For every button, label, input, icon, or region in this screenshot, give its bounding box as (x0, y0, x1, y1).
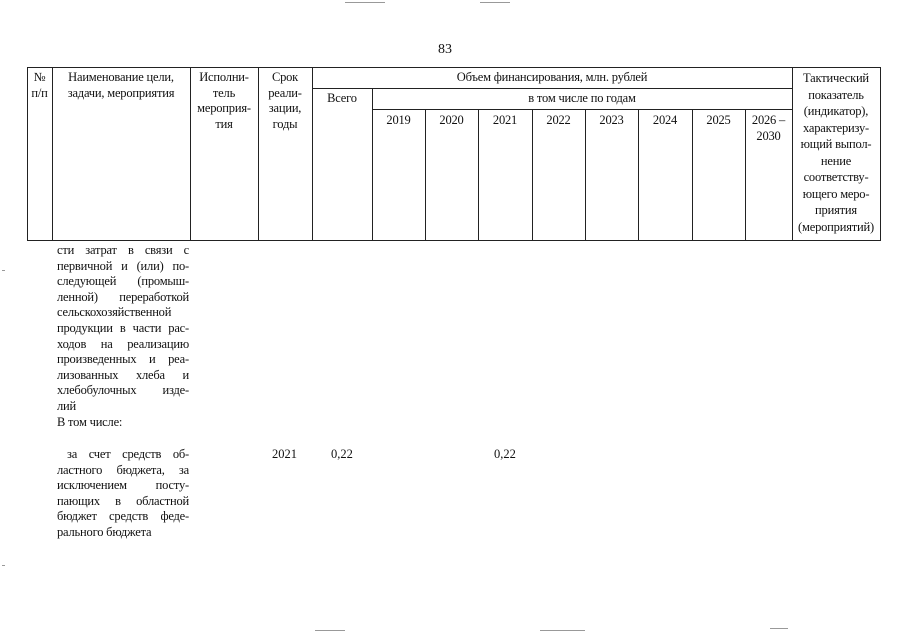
scan-artifact (540, 630, 585, 631)
header-financing: Объем финансирования, млн. рублей (456, 70, 648, 84)
header-year-2019: 2019 (386, 113, 411, 127)
row-total: 0,22 (331, 447, 353, 461)
measure-description (57, 243, 189, 430)
including-label: В том числе: (57, 414, 123, 429)
header-name: Наименование цели, задачи, мероприятия (67, 70, 175, 100)
border-2024 (692, 109, 693, 241)
border-2019 (425, 109, 426, 241)
sub-item-description (57, 447, 189, 541)
header-top-border (27, 67, 880, 68)
scan-artifact (2, 565, 5, 566)
header-num: № п/п (31, 70, 48, 100)
header-bottom-border (27, 240, 880, 241)
scan-artifact (315, 630, 345, 631)
financing-divider (312, 88, 792, 89)
text-line: произведенных и реа- (57, 352, 189, 367)
header-year-2026-2030: 2026 – 2030 (751, 113, 786, 143)
header-year-2021: 2021 (492, 113, 518, 127)
header-year-2022: 2022 (546, 113, 571, 127)
header-by-years: в том числе по годам (528, 91, 636, 105)
years-divider (372, 109, 792, 110)
scan-artifact (2, 270, 5, 271)
header-year-2020: 2020 (439, 113, 464, 127)
text-line: лизованных хлеба и (57, 367, 189, 382)
scan-artifact (345, 2, 385, 3)
text-line: бюджет средств феде- (57, 509, 189, 524)
text-line: ленной) переработкой (57, 289, 189, 304)
header-total: Всего (327, 91, 357, 105)
scan-artifact (480, 2, 510, 3)
text-line: исключением посту- (57, 478, 189, 493)
text-line: сельскохозяйственной (57, 305, 172, 320)
text-line: ластного бюджета, за (57, 462, 189, 477)
page-number: 83 (438, 42, 452, 57)
border-2023 (638, 109, 639, 241)
header-year-2025: 2025 (706, 113, 731, 127)
row-term: 2021 (272, 447, 297, 461)
text-line: продукции в части рас- (57, 320, 189, 335)
border-2021 (532, 109, 533, 241)
text-line: первичной и (или) по- (57, 258, 189, 273)
text-line: сти затрат в связи с (57, 243, 189, 257)
header-executor: Исполни- тель мероприя- тия (197, 70, 251, 131)
header-term: Срок реали- зации, годы (268, 70, 302, 131)
border-2020 (478, 109, 479, 241)
scan-artifact (770, 628, 788, 629)
border-right (880, 67, 881, 241)
text-line: следующей (промыш- (57, 274, 189, 289)
header-indicator: Тактический показатель (индикатор), характеризу- ющий выпол- нение соответству- ющего меро- приятия (мероприятий) (798, 71, 874, 234)
text-line: хлебобулочных изде- (57, 383, 189, 398)
row-2021-value: 0,22 (494, 447, 516, 461)
border-2022 (585, 109, 586, 241)
text-line: лий (57, 398, 77, 413)
text-line: пающих в областной (57, 493, 189, 508)
header-year-2024: 2024 (652, 113, 678, 127)
text-line: за счет средств об- (67, 447, 189, 461)
text-line: рального бюджета (57, 524, 152, 539)
text-line: ходов на реализацию (57, 336, 189, 351)
header-year-2023: 2023 (599, 113, 624, 127)
border-total (372, 88, 373, 241)
